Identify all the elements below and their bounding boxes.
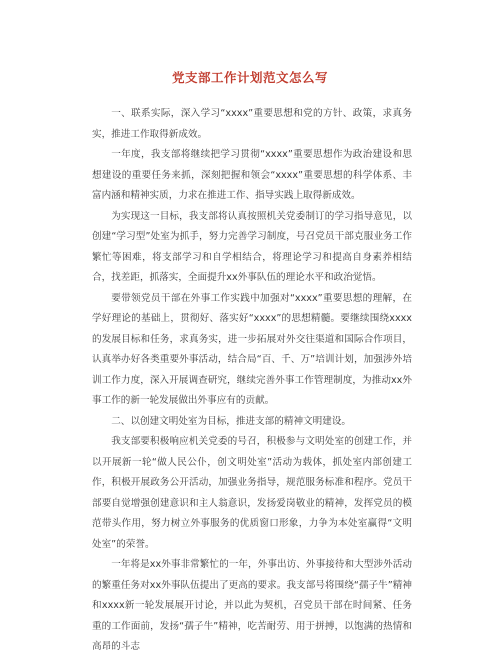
document-title: 党支部工作计划范文怎么写 — [171, 70, 328, 85]
paragraph: 一年度，我支部将继续把学习贯彻“xxxx”重要思想作为政治建设和思想建设的重要任务来抓，深刻把握和领会“xxxx”重要思想的科学体系、丰富内涵和精神实质，力求在推进工作、指导实践上取得新成效。 — [92, 149, 412, 201]
paragraph: 要带领党员干部在外事工作实践中加强对“xxxx”重要思想的理解，在学好理论的基础上，贯彻好、落实好“xxxx”的思想精髓。要继续围绕xxxx的发展目标和任务，求真务实，进一步拓展对外交往渠道和国际合作项目，认真举办好各类重要外事活动，结合局“百、千、万”培训计划，加强涉外培训工作力度，深入开展调查研究，继续完善外事工作管理制度，为推动xx外事工作的新一轮发展做出外事应有的贡献。 — [92, 292, 412, 406]
paragraph: 我支部要积极响应机关党委的号召，积极参与文明处室的创建工作，并以开展新一轮“做人民公仆，创文明处室”活动为载体，抓处室内部创建工作，积极开展政务公开活动，加强业务指导，规范服务标准和程序。党员干部要自觉增强创建意识和主人翁意识，发扬爱岗敬业的精神，发挥党员的模范带头作用，努力树立外事服务的优质窗口形象，力争为本处室赢得“文明处室”的荣誉。 — [92, 436, 412, 550]
paragraph: 一年将是xx外事非常繁忙的一年，外事出访、外事接待和大型涉外活动的繁重任务对xx外事队伍提出了更高的要求。我支部号将围绕“孺子牛”精神和xxxx新一轮发展展开讨论，并以此为契机，召党员干部在时间紧、任务重的工作面前，发扬“孺子牛”精神，吃苦耐劳、用于拼搏，以饱满的热情和高昂的斗志 — [92, 559, 412, 652]
document-body — [92, 104, 412, 658]
paragraph: 二、以创建文明处室为目标，推进支部的精神文明建设。 — [111, 415, 352, 427]
paragraph: 为实现这一目标，我支部将认真按照机关党委制订的学习指导意见，以创建“学习型”处室为抓手，努力完善学习制度，号召党员干部克服业务工作繁忙等困难，将支部学习和自学相结合，将理论学习和提高自身素养相结合，找差距，抓落实，全面提升xx外事队伍的理论水平和政治觉悟。 — [92, 210, 412, 283]
paragraph: 一、联系实际，深入学习“xxxx”重要思想和党的方针、政策，求真务实，推进工作取得新成效。 — [92, 108, 412, 140]
